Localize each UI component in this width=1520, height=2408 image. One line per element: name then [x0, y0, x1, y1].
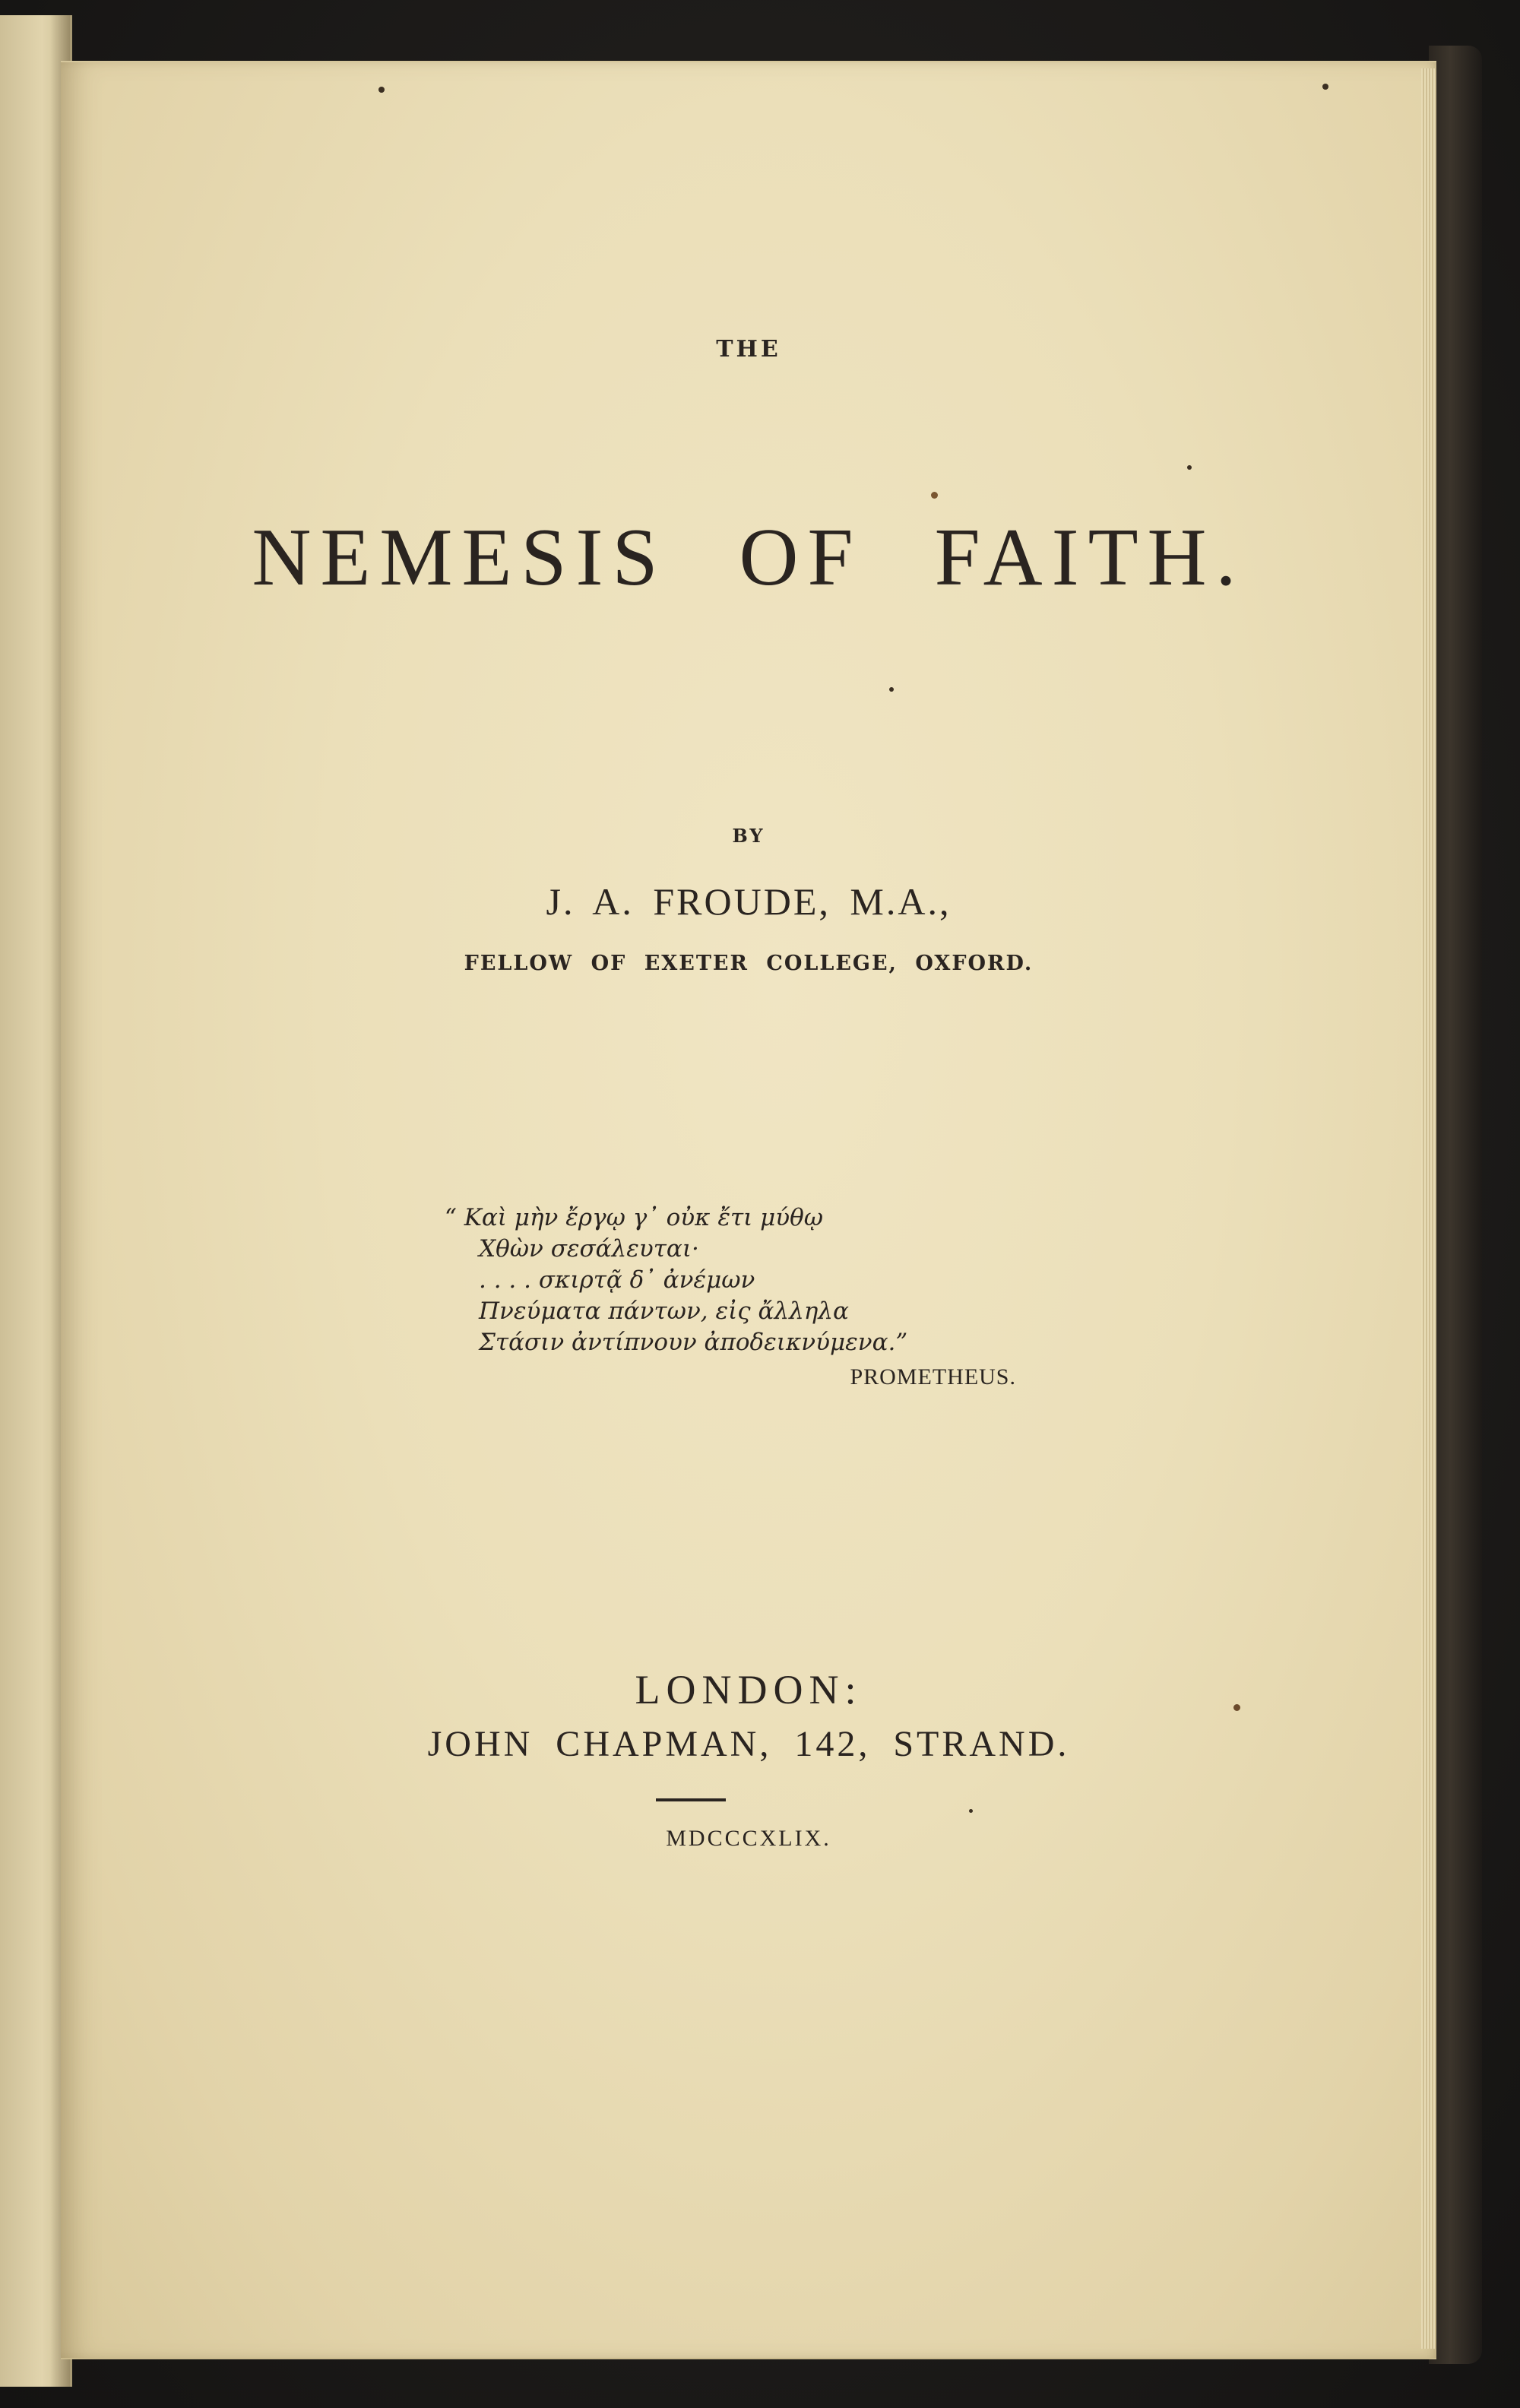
epigraph-line: . . . . σκιρτᾷ δ᾽ ἀνέμων: [479, 1266, 755, 1294]
imprint-rule: [656, 1798, 726, 1801]
epigraph-line: Χθὼν σεσάλευται·: [479, 1235, 699, 1263]
imprint-publisher: JOHN CHAPMAN, 142, STRAND.: [427, 1724, 1070, 1764]
epigraph-attribution: PROMETHEUS.: [850, 1364, 1016, 1389]
book-title: NEMESIS OF FAITH.: [252, 512, 1246, 603]
paper-speck: [378, 87, 385, 93]
paper-speck: [1322, 84, 1328, 90]
epigraph-line: “ Καὶ μὴν ἔργῳ γ᾽ οὐκ ἔτι μύθῳ: [445, 1204, 824, 1231]
epigraph-line: Πνεύματα πάντων, εἰς ἄλληλα: [479, 1297, 849, 1325]
epigraph-line: Στάσιν ἀντίπνουν ἀποδεικνύμενα.”: [479, 1329, 908, 1356]
author-affiliation: FELLOW OF EXETER COLLEGE, OXFORD.: [464, 952, 1034, 975]
imprint-city: LONDON:: [635, 1667, 863, 1713]
page-edges: [1421, 68, 1435, 2349]
author-name: J. A. FROUDE, M.A.,: [546, 880, 952, 923]
book-binding: [1429, 46, 1482, 2364]
epigraph: [445, 1202, 1022, 1393]
by-line: BY: [732, 825, 765, 847]
imprint-date: MDCCCXLIX.: [666, 1826, 831, 1851]
paper-speck: [969, 1809, 973, 1813]
paper-speck: [889, 687, 894, 692]
paper-speck: [1187, 465, 1192, 470]
paper-speck: [931, 492, 938, 499]
title-article: THE: [716, 336, 781, 363]
title-page: [61, 61, 1436, 2359]
